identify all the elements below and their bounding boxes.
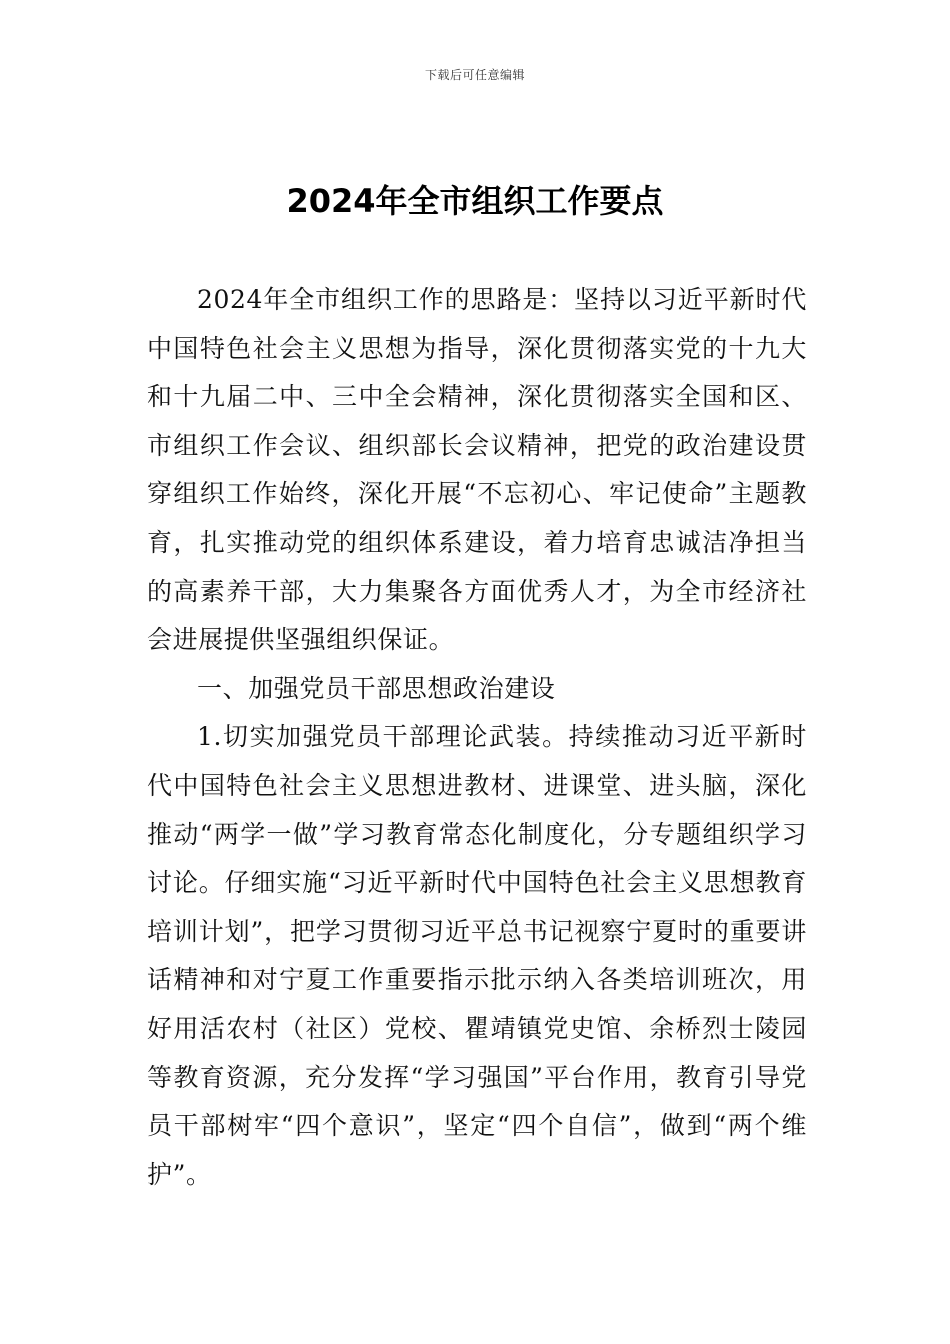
section-heading-1: 一、加强党员干部思想政治建设	[197, 673, 556, 703]
document-title: 2024年全市组织工作要点	[286, 182, 664, 220]
header-note: 下载后可任意编辑	[424, 68, 525, 82]
document-body	[147, 276, 807, 1199]
paragraph-item-1: 1.切实加强党员干部理论武装。持续推动习近平新时代中国特色社会主义思想进教材、进课堂、进头脑，深化推动“两学一做”学习教育常态化制度化，分专题组织学习讨论。仔细实施“习近平新时代中国特色社会主义思想教育培训计划”，把学习贯彻习近平总书记视察宁夏时的重要讲话精神和对宁夏工作重要指示批示纳入各类培训班次，用好用活农村（社区）党校、瞿靖镇党史馆、余桥烈士陵园等教育资源，充分发挥“学习强国”平台作用，教育引导党员干部树牢“四个意识”，坚定“四个自信”，做到“两个维护”。	[147, 722, 807, 1189]
paragraph-intro: 2024年全市组织工作的思路是：坚持以习近平新时代中国特色社会主义思想为指导，深化贯彻落实党的十九大和十九届二中、三中全会精神，深化贯彻落实全国和区、市组织工作会议、组织部长会议精神，把党的政治建设贯穿组织工作始终，深化开展“不忘初心、牢记使命”主题教育，扎实推动党的组织体系建设，着力培育忠诚洁净担当的高素养干部，大力集聚各方面优秀人才，为全市经济社会进展提供坚强组织保证。	[147, 285, 807, 655]
